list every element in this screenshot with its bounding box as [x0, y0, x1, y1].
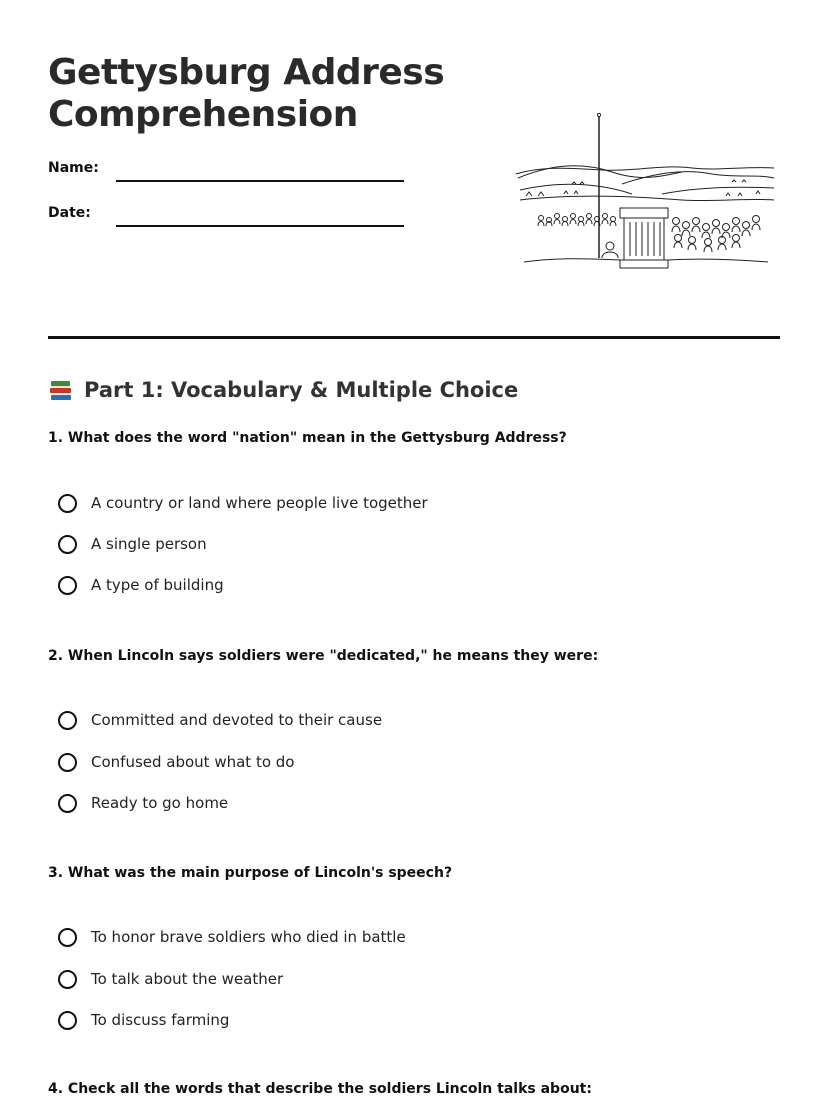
option-label: To honor brave soldiers who died in battle: [91, 928, 406, 946]
question-4: 4. Check all the words that describe the soldiers Lincoln talks about:: [48, 1081, 592, 1097]
date-field: [48, 205, 408, 229]
radio-button[interactable]: [58, 928, 77, 947]
gettysburg-speech-illustration: [512, 108, 778, 274]
radio-button[interactable]: [58, 576, 77, 595]
option-label: A type of building: [91, 576, 224, 594]
question-1: 1. What does the word "nation" mean in the Gettysburg Address?: [48, 430, 567, 446]
option-label: Committed and devoted to their cause: [91, 711, 383, 729]
name-field: [48, 160, 408, 184]
q2-option-3[interactable]: [58, 790, 228, 816]
option-label: A single person: [91, 535, 207, 553]
question-3: 3. What was the main purpose of Lincoln's speech?: [48, 865, 453, 881]
q2-option-2[interactable]: [58, 749, 294, 775]
radio-button[interactable]: [58, 1011, 77, 1030]
option-label: Ready to go home: [91, 794, 229, 812]
option-label: Confused about what to do: [91, 753, 295, 771]
part1-heading: [48, 374, 518, 406]
header-divider: [48, 336, 780, 339]
q1-option-3[interactable]: [58, 572, 224, 598]
option-label: A country or land where people live together: [91, 494, 428, 512]
radio-button[interactable]: [58, 753, 77, 772]
books-icon: [48, 378, 74, 402]
radio-button[interactable]: [58, 535, 77, 554]
option-label: To discuss farming: [91, 1011, 230, 1029]
radio-button[interactable]: [58, 794, 77, 813]
part1-title: Part 1: Vocabulary & Multiple Choice: [84, 378, 519, 402]
q3-option-2[interactable]: [58, 966, 283, 992]
date-label: Date:: [48, 205, 91, 221]
q1-option-2[interactable]: [58, 531, 207, 557]
q3-option-3[interactable]: [58, 1007, 229, 1033]
name-label: Name:: [48, 160, 99, 176]
page-title: Gettysburg Address Comprehension: [48, 52, 445, 135]
q3-option-1[interactable]: [58, 924, 406, 950]
radio-button[interactable]: [58, 970, 77, 989]
radio-button[interactable]: [58, 711, 77, 730]
q2-option-1[interactable]: [58, 707, 382, 733]
option-label: To talk about the weather: [91, 970, 284, 988]
question-2: 2. When Lincoln says soldiers were "dedicated," he means they were:: [48, 648, 599, 664]
name-input-line[interactable]: [116, 180, 404, 182]
q1-option-1[interactable]: [58, 490, 428, 516]
date-input-line[interactable]: [116, 225, 404, 227]
radio-button[interactable]: [58, 494, 77, 513]
